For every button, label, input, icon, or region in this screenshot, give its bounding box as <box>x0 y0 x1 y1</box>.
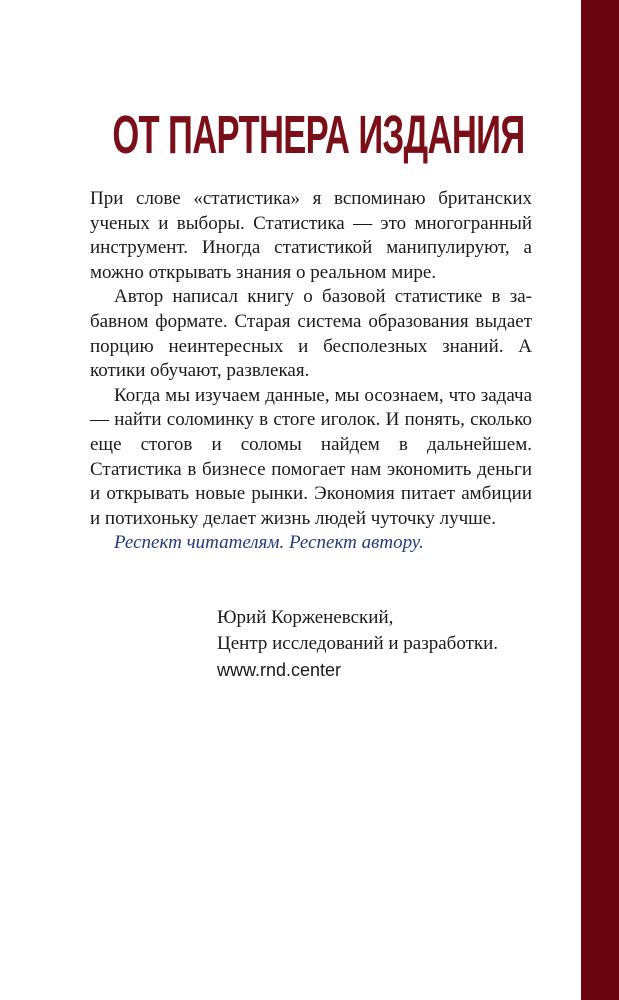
paragraph-3: Когда мы изучаем данные, мы осознаем, что задача — найти соломинку в стоге иголок. И понять, сколько еще стогов и соломы найдем в дальнейшем. Статистика в бизнесе помогает нам экономить деньги и открывать новые рынки. Экономия питает амбиции и потихоньку делает жизнь людей чуточку лучше. <box>90 384 532 529</box>
signature-name: Юрий Корженевский, <box>217 607 394 628</box>
body-text <box>90 187 532 556</box>
page-title: ОТ ПАРТНЕРА ИЗДАНИЯ <box>112 105 525 165</box>
signature-block <box>217 605 498 683</box>
signature-website: www.rnd.center <box>217 660 342 680</box>
motto-line: Респект читателям. Респект автору. <box>114 532 424 554</box>
spine-stripe <box>581 0 619 1000</box>
paragraph-1: При слове «статистика» я вспоминаю британских ученых и выборы. Статистика — это многогранный инструмент. Иногда статистикой манипулируют, а можно открывать знания о реальном мире. <box>90 188 532 283</box>
paragraph-2: Автор написал книгу о базовой статистике в забавном формате. Старая система образования выдает порцию неинтересных и бесполезных знаний. А котики обучают, развлекая. <box>90 286 532 382</box>
signature-organization: Центр исследований и разработки. <box>217 633 499 654</box>
